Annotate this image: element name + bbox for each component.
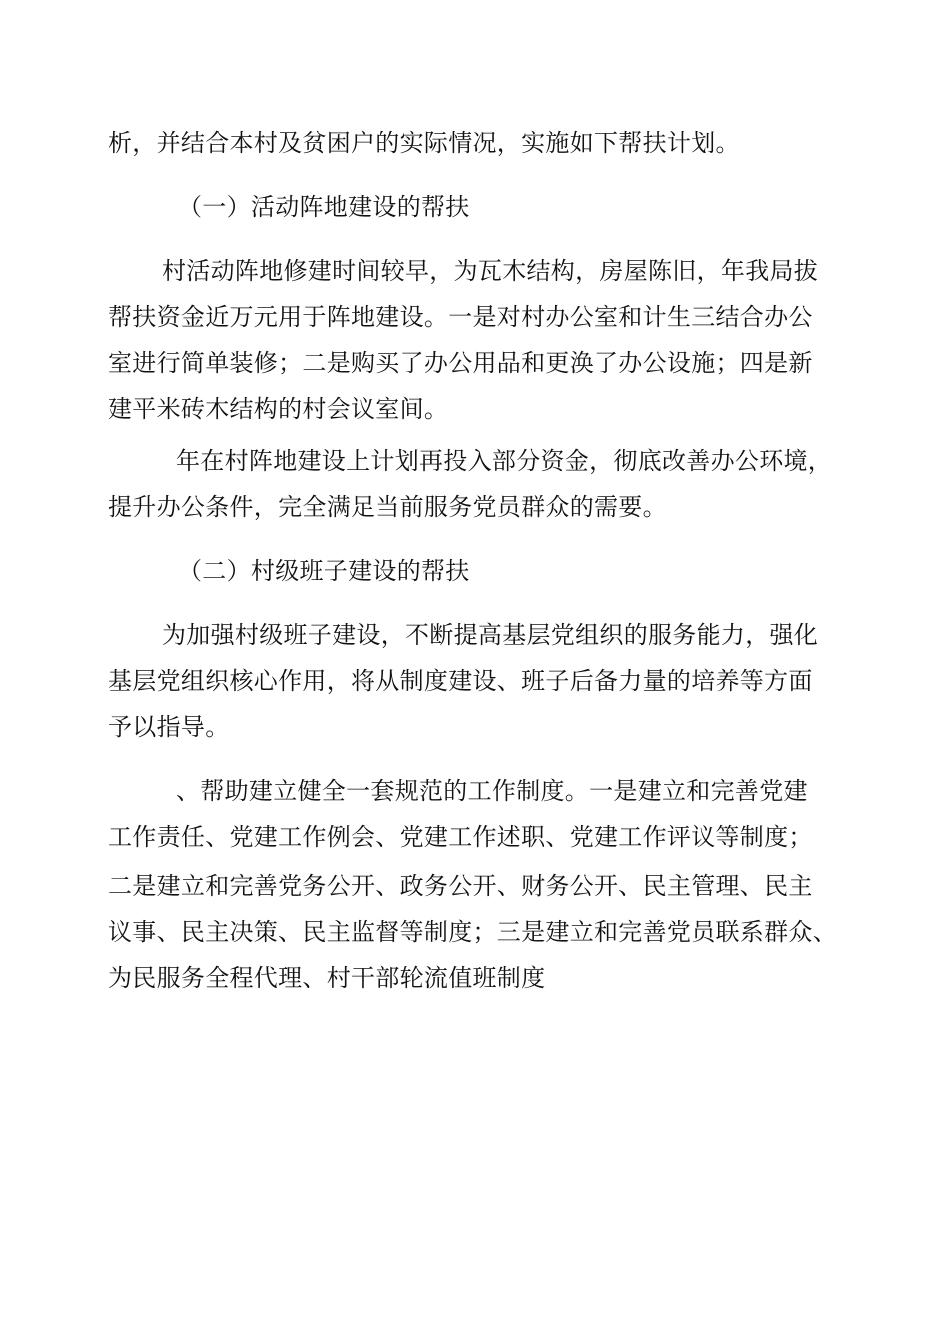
- paragraph-line: 析，并结合本村及贫困户的实际情况，实施如下帮扶计划。: [108, 129, 740, 157]
- paragraph-line: 为加强村级班子建设，不断提高基层党组织的服务能力，强化: [162, 621, 819, 649]
- section-heading-1: （一）活动阵地建设的帮扶: [178, 193, 470, 221]
- paragraph-line: 年在村阵地建设上计划再投入部分资金，彻底改善办公环境，: [176, 447, 833, 475]
- paragraph-line: 、帮助建立健全一套规范的工作制度。一是建立和完善党建: [176, 777, 808, 805]
- section-heading-2: （二）村级班子建设的帮扶: [178, 557, 470, 585]
- paragraph-line: 提升办公条件，完全满足当前服务党员群众的需要。: [108, 493, 667, 521]
- paragraph-line: 议事、民主决策、民主监督等制度；三是建立和完善党员联系群众、: [108, 918, 837, 946]
- paragraph-line: 二是建立和完善党务公开、政务公开、财务公开、民主管理、民主: [108, 872, 813, 900]
- paragraph-line: 村活动阵地修建时间较早，为瓦木结构，房屋陈旧，年我局拔: [162, 257, 819, 285]
- paragraph-line: 工作责任、党建工作例会、党建工作述职、党建工作评议等制度；: [108, 823, 813, 851]
- paragraph-line: 予以指导。: [108, 713, 230, 741]
- paragraph-line: 室进行简单装修；二是购买了办公用品和更涣了办公设施；四是新: [108, 349, 813, 377]
- paragraph-line: 建平米砖木结构的村会议室间。: [108, 395, 449, 423]
- paragraph-line: 基层党组织核心作用，将从制度建设、班子后备力量的培养等方面: [108, 667, 813, 695]
- paragraph-line: 帮扶资金近万元用于阵地建设。一是对村办公室和计生三结合办公: [108, 303, 813, 331]
- paragraph-line: 为民服务全程代理、村干部轮流值班制度: [108, 964, 546, 992]
